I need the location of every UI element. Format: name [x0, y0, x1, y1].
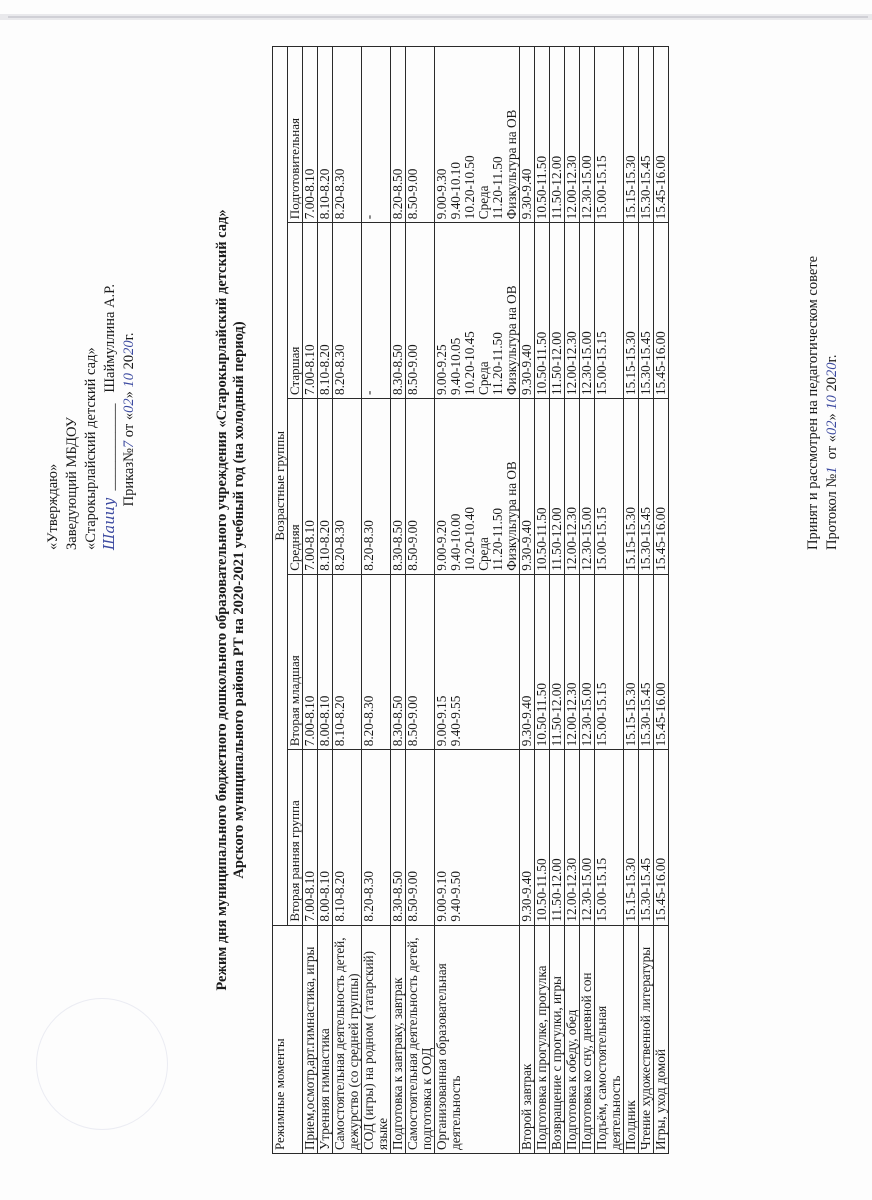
time-cell: 12.30-15.00 — [580, 47, 595, 223]
time-cell: 8.30-8.50 — [391, 574, 406, 750]
moment-header: Режимные моменты — [273, 925, 303, 1153]
time-cell: - — [362, 223, 391, 399]
time-cell: 9.30-9.40 — [520, 223, 535, 399]
document-title — [214, 30, 248, 1170]
time-cell: 8.20-8.50 — [391, 47, 406, 223]
time-cell: 8.10-8.20 — [333, 750, 362, 925]
time-cell: 15.45-16.00 — [654, 750, 669, 925]
schedule-table — [272, 46, 669, 1154]
time-cell: 12.30-15.00 — [580, 223, 595, 399]
table-row — [333, 47, 362, 1154]
time-cell: 8.00-8.10 — [318, 750, 333, 925]
footer-line-2: Протокол №1 от «02» 10 2020г. — [824, 354, 840, 550]
order-day: 02 — [121, 398, 137, 413]
time-cell: 15.30-15.45 — [639, 750, 654, 925]
time-cell: 7.00-8.10 — [303, 750, 318, 925]
time-cell: 15.45-16.00 — [654, 47, 669, 223]
time-cell: 15.15-15.30 — [624, 223, 639, 399]
time-cell: - — [362, 47, 391, 223]
moment-cell: Полдник — [624, 925, 639, 1153]
time-cell: 15.15-15.30 — [624, 750, 639, 925]
time-cell: 15.00-15.15 — [595, 750, 624, 925]
column-header: Средняя — [288, 398, 303, 574]
time-cell: 8.50-9.00 — [406, 750, 435, 925]
time-cell: 11.50-12.00 — [550, 574, 565, 750]
time-cell: 7.00-8.10 — [303, 574, 318, 750]
title-line-1: Режим дня муниципального бюджетного дошкольного образовательного учреждения «Старокырлайский детский сад» — [214, 209, 230, 991]
time-cell: 9.30-9.40 — [520, 398, 535, 574]
time-cell: 8.30-8.50 — [391, 750, 406, 925]
time-cell: 9.00-9.10 9.40-9.50 — [435, 750, 520, 925]
order-year: 20 — [121, 340, 137, 355]
time-cell: 12.00-12.30 — [565, 223, 580, 399]
time-cell: 8.10-8.20 — [318, 47, 333, 223]
table-row — [624, 47, 639, 1154]
table-row — [565, 47, 580, 1154]
table-row — [391, 47, 406, 1154]
time-cell: 12.30-15.00 — [580, 398, 595, 574]
moment-cell: Возвращение с прогулки, игры — [550, 925, 565, 1153]
time-cell: 8.10-8.20 — [318, 398, 333, 574]
moment-cell: СОД (игры) на родном ( татарский) языке — [362, 925, 391, 1153]
time-cell: 8.50-9.00 — [406, 47, 435, 223]
time-cell: 8.30-8.50 — [391, 398, 406, 574]
time-cell: 15.45-16.00 — [654, 574, 669, 750]
groups-header: Возрастные группы — [273, 47, 288, 926]
table-row — [303, 47, 318, 1154]
table-row — [550, 47, 565, 1154]
time-cell: 12.00-12.30 — [565, 574, 580, 750]
time-cell: 8.50-9.00 — [406, 574, 435, 750]
director-name: Шаймуллина А.Р. — [102, 283, 118, 393]
time-cell: 9.00-9.25 9.40-10.05 10.20-10.45 Среда 11.20-11.50 Физкультура на ОВ — [435, 223, 520, 399]
time-cell: 15.15-15.30 — [624, 574, 639, 750]
approval-line-2: Заведующий МБДОУ — [64, 417, 80, 550]
time-cell: 15.45-16.00 — [654, 398, 669, 574]
time-cell: 12.30-15.00 — [580, 750, 595, 925]
time-cell: 9.30-9.40 — [520, 47, 535, 223]
time-cell: 15.30-15.45 — [639, 47, 654, 223]
time-cell: 9.00-9.20 9.40-10.00 10.20-10.40 Среда 11.20-11.50 Физкультура на ОВ — [435, 398, 520, 574]
time-cell: 10.50-11.50 — [535, 223, 550, 399]
time-cell: 10.50-11.50 — [535, 750, 550, 925]
column-header: Подготовительная — [288, 47, 303, 223]
time-cell: 8.20-8.30 — [362, 750, 391, 925]
approval-line-3: «Старокырлайский детский сад» — [83, 347, 99, 550]
time-cell: 15.30-15.45 — [639, 574, 654, 750]
time-cell: 8.10-8.20 — [318, 223, 333, 399]
moment-cell: Подготовка ко сну, дневной сон — [580, 925, 595, 1153]
handwritten-signature: Шаииу — [102, 497, 118, 550]
moment-cell: Подготовка к обеду, обед — [565, 925, 580, 1153]
time-cell: 15.00-15.15 — [595, 47, 624, 223]
moment-cell: Подготовка к прогулке, прогулка — [535, 925, 550, 1153]
moment-cell: Чтение художественной литературы — [639, 925, 654, 1153]
column-header: Вторая младшая — [288, 574, 303, 750]
faded-stamp — [36, 998, 168, 1130]
scan-edge-line — [8, 16, 868, 18]
time-cell: 12.00-12.30 — [565, 398, 580, 574]
time-cell: 15.45-16.00 — [654, 223, 669, 399]
time-cell: 10.50-11.50 — [535, 47, 550, 223]
table-row — [406, 47, 435, 1154]
approval-order-line: Приказ№7 от «02» 10 2020г. — [121, 332, 137, 507]
table-row — [535, 47, 550, 1154]
time-cell: 15.30-15.45 — [639, 223, 654, 399]
title-line-2: Арского муниципального района РТ на 2020-2021 учебный год (на холодный период) — [231, 321, 247, 879]
moment-cell: Игры, уход домой — [654, 925, 669, 1153]
approval-block — [44, 130, 139, 550]
time-cell: 12.00-12.30 — [565, 47, 580, 223]
time-cell: 9.30-9.40 — [520, 750, 535, 925]
approval-line-1: «Утверждаю» — [45, 463, 61, 550]
header-row-1 — [273, 47, 288, 1154]
table-row — [435, 47, 520, 1154]
moment-cell: Подготовка к завтраку, завтрак — [391, 925, 406, 1153]
time-cell: 8.20-8.30 — [362, 398, 391, 574]
moment-cell: Утренняя гимнастика — [318, 925, 333, 1153]
time-cell: 11.50-12.00 — [550, 398, 565, 574]
time-cell: 9.00-9.15 9.40-9.55 — [435, 574, 520, 750]
column-header: Вторая ранняя группа — [288, 750, 303, 925]
time-cell: 9.00-9.30 9.40-10.10 10.20-10.50 Среда 11.20-11.50 Физкультура на ОВ — [435, 47, 520, 223]
table-row — [520, 47, 535, 1154]
moment-cell: Самостоятельная деятельность детей, подготовка к ООД — [406, 925, 435, 1153]
time-cell: 11.50-12.00 — [550, 47, 565, 223]
table-row — [580, 47, 595, 1154]
moment-cell: Прием,осмотр,арт.гимнастика, игры — [303, 925, 318, 1153]
time-cell: 15.15-15.30 — [624, 398, 639, 574]
order-month: 10 — [121, 373, 137, 388]
table-row — [595, 47, 624, 1154]
time-cell: 8.00-8.10 — [318, 574, 333, 750]
time-cell: 8.20-8.30 — [333, 398, 362, 574]
time-cell: 15.00-15.15 — [595, 398, 624, 574]
time-cell: 9.30-9.40 — [520, 574, 535, 750]
footer-day: 02 — [824, 420, 840, 435]
time-cell: 15.30-15.45 — [639, 398, 654, 574]
rotated-document — [36, 30, 840, 1170]
time-cell: 8.50-9.00 — [406, 223, 435, 399]
time-cell: 15.15-15.30 — [624, 47, 639, 223]
protocol-number: 1 — [824, 466, 840, 474]
time-cell: 8.50-9.00 — [406, 398, 435, 574]
order-number: 7 — [121, 440, 137, 449]
time-cell: 7.00-8.10 — [303, 398, 318, 574]
time-cell: 15.00-15.15 — [595, 574, 624, 750]
moment-cell: Организованная образовательная деятельность — [435, 925, 520, 1153]
moment-cell: Второй завтрак — [520, 925, 535, 1153]
table-row — [639, 47, 654, 1154]
time-cell: 7.00-8.10 — [303, 47, 318, 223]
time-cell: 8.30-8.50 — [391, 223, 406, 399]
approval-signature-line: Шаииу ____________ Шаймуллина А.Р. — [102, 283, 118, 550]
table-row — [654, 47, 669, 1154]
time-cell: 11.50-12.00 — [550, 223, 565, 399]
time-cell: 8.20-8.30 — [333, 47, 362, 223]
time-cell: 15.00-15.15 — [595, 223, 624, 399]
time-cell: 8.10-8.20 — [333, 574, 362, 750]
table-row — [362, 47, 391, 1154]
time-cell: 8.20-8.30 — [333, 223, 362, 399]
footer-year: 20 — [824, 362, 840, 377]
footer-block — [804, 256, 842, 550]
time-cell: 11.50-12.00 — [550, 750, 565, 925]
time-cell: 12.30-15.00 — [580, 574, 595, 750]
time-cell: 10.50-11.50 — [535, 398, 550, 574]
footer-month: 10 — [824, 395, 840, 410]
time-cell: 8.20-8.30 — [362, 574, 391, 750]
moment-cell: Подъём, самостоятельная деятельность — [595, 925, 624, 1153]
moment-cell: Самостоятельная деятельность детей, дежурство (со средней группы) — [333, 925, 362, 1153]
time-cell: 10.50-11.50 — [535, 574, 550, 750]
time-cell: 12.00-12.30 — [565, 750, 580, 925]
table-row — [318, 47, 333, 1154]
time-cell: 7.00-8.10 — [303, 223, 318, 399]
column-header: Старшая — [288, 223, 303, 399]
footer-line-1: Принят и рассмотрен на педагогическом совете — [805, 255, 821, 550]
